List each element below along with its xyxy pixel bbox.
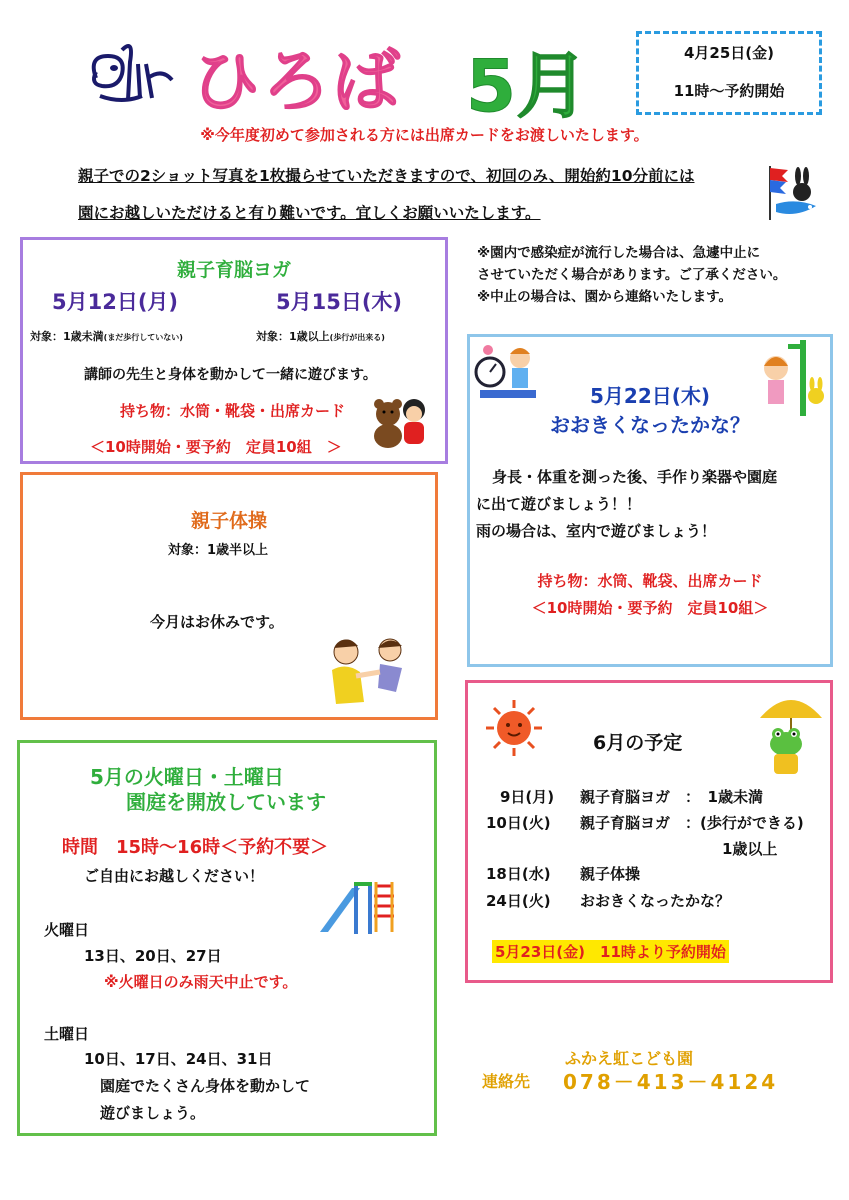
infection-notice-1: ※園内で感染症が流行した場合は、急遽中止に: [477, 245, 761, 261]
attendance-card-notice: ※今年度初めて参加される方には出席カードをお渡しいたします。: [200, 126, 649, 144]
contact-phone: 078－413－4124: [563, 1070, 779, 1094]
june-row-1-event: 親子育脳ヨガ ： 1歳未満: [580, 788, 763, 806]
june-reservation-start: 5月23日(金) 11時より予約開始: [492, 940, 729, 963]
infection-notice-2: させていただく場合があります。ご了承ください。: [477, 267, 787, 283]
june-title: 6月の予定: [593, 732, 683, 754]
yoga-date-2: 5月15日(木): [276, 290, 403, 314]
june-row-2-event: 親子育脳ヨガ ：(歩行ができる): [580, 814, 804, 832]
yoga-target-1: [30, 328, 183, 344]
yoga-target-2-note: (歩行が出来る): [329, 333, 385, 342]
month-title: 5月: [466, 44, 589, 128]
june-row-1-day: 9日(月): [500, 788, 555, 806]
parent-child-exercise-icon: [326, 632, 414, 710]
june-row-4-event: 親子体操: [580, 865, 641, 883]
taiso-title: 親子体操: [190, 510, 267, 532]
yoga-target-1-label: 対象：1歳未満: [30, 330, 104, 343]
yoga-target-1-note: (まだ歩行していない): [103, 333, 183, 342]
yoga-target-2: [256, 328, 385, 344]
june-row-4-day: 18日(水): [486, 865, 551, 883]
yoga-target-2-label: 対象：1歳以上: [256, 330, 330, 343]
reservation-start-box: [636, 31, 822, 115]
koinobori-rabbit-icon: [762, 162, 822, 224]
saturday-desc-1: 園庭でたくさん身体を動かして: [100, 1077, 311, 1095]
yoga-title: 親子育脳ヨガ: [176, 259, 291, 281]
saturday-desc-2: 遊びましょう。: [100, 1104, 206, 1122]
tuesday-note: ※火曜日のみ雨天中止です。: [104, 973, 298, 991]
measurement-date: 5月22日(木): [589, 384, 711, 408]
page-title: ひろば: [192, 43, 403, 122]
measurement-items: 持ち物：水筒、靴袋、出席カード: [537, 572, 763, 590]
slide-playground-icon: [316, 876, 400, 936]
bear-and-child-icon: [370, 394, 432, 450]
taiso-status: 今月はお休みです。: [150, 613, 284, 631]
school-name: ふかえ虹こども園: [565, 1049, 694, 1068]
yoga-date-1: 5月12日(月): [52, 290, 179, 314]
contact-label: 連絡先: [482, 1072, 531, 1091]
reservation-date: 4月25日(金): [683, 44, 775, 62]
saturday-label: 土曜日: [44, 1025, 90, 1043]
june-row-2-day: 10日(火): [486, 814, 551, 832]
measurement-title: おおきくなったかな？: [550, 413, 750, 437]
tuesday-dates: 13日、20日、27日: [84, 947, 222, 965]
rainbow-logo-icon: [82, 38, 182, 113]
intro-line-1: 親子での2ショット写真を1枚撮らせていただきますので、初回のみ、開始約10分前には: [78, 167, 695, 185]
garden-welcome: ご自由にお越しください！: [84, 867, 265, 885]
garden-time: 時間 15時～16時＜予約不要＞: [62, 837, 329, 858]
june-row-5-day: 24日(火): [486, 892, 551, 910]
reservation-time: 11時～予約開始: [673, 82, 785, 100]
measurement-desc-2: に出て遊びましょう！！: [476, 495, 642, 513]
yoga-items: 持ち物：水筒・靴袋・出席カード: [120, 402, 346, 420]
yoga-info: ＜10時開始・要予約 定員10組 ＞: [90, 438, 342, 456]
sun-icon: [484, 698, 544, 758]
june-row-3-event: 1歳以上: [722, 840, 778, 858]
measurement-desc-3: 雨の場合は、室内で遊びましょう！: [476, 522, 717, 540]
tuesday-label: 火曜日: [44, 921, 90, 939]
infection-notice-3: ※中止の場合は、園から連絡いたします。: [477, 289, 733, 305]
measurement-info: ＜10時開始・要予約 定員10組＞: [531, 599, 769, 617]
saturday-dates: 10日、17日、24日、31日: [84, 1050, 273, 1068]
garden-title-1: 5月の火曜日・土曜日: [90, 765, 284, 789]
intro-line-2: 園にお越しいただけると有り難いです。宜しくお願いいたします。: [78, 204, 541, 222]
taiso-target: 対象：1歳半以上: [168, 543, 269, 558]
yoga-description: 講師の先生と身体を動かして一緒に遊びます。: [84, 367, 377, 383]
measurement-desc-1: 身長・体重を測った後、手作り楽器や園庭: [492, 468, 778, 486]
frog-umbrella-icon: [756, 688, 826, 780]
garden-title-2: 園庭を開放しています: [126, 790, 326, 814]
june-row-5-event: おおきくなったかな？: [580, 892, 731, 910]
